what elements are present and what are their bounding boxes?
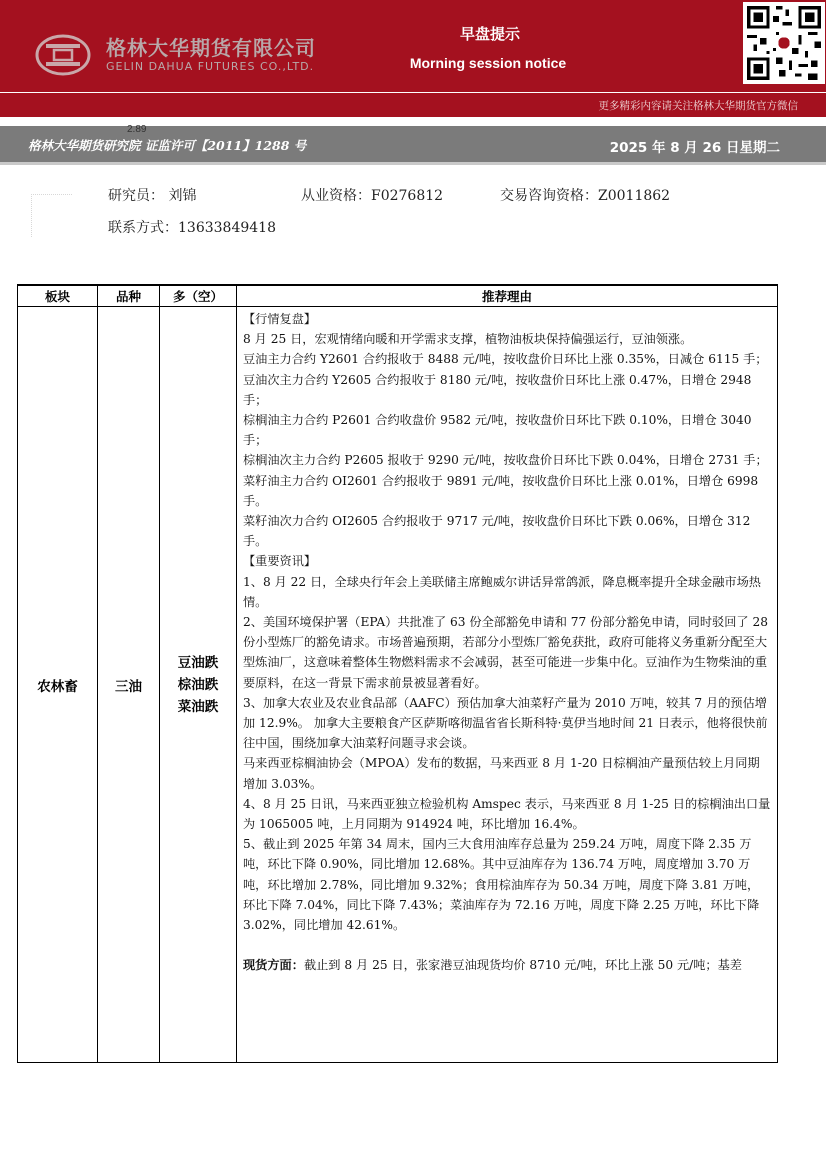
header-direction: 多（空）	[160, 285, 237, 307]
table-row	[18, 307, 778, 1063]
reason-paragraph: 棕榈油次主力合约 P2605 报收于 9290 元/吨，按收盘价日环比下跌 0.04%，日增仓 2731 手；	[243, 453, 768, 468]
reason-cell	[237, 307, 778, 1063]
spot-label: 现货方面：	[243, 958, 304, 973]
reason-paragraph: 4、8 月 25 日讯，马来西亚独立检验机构 Amspec 表示，马来西亚 8 月 1-25 日的棕榈油出口量为 1065005 吨，上月同期为 914924 吨，环比增加 16.4%。	[243, 796, 771, 832]
report-title-en: Morning session notice	[409, 55, 567, 71]
company-name-en: GELIN DAHUA FUTURES CO.,LTD.	[106, 60, 315, 73]
variety-cell: 三油	[98, 307, 160, 1063]
qualification-number: 从业资格：F0276812	[301, 188, 444, 204]
header-variety: 品种	[98, 285, 160, 307]
report-header	[0, 0, 826, 92]
reason-paragraph: 5、截止到 2025 年第 34 周末，国内三大食用油库存总量为 259.24 万吨，周度下降 2.35 万吨，环比下降 0.90%，同比增加 12.68%。其中豆油库存为 136.74 万吨，周度增加 3.70 万吨，环比增加 2.78%，同比增加 9.32%；食用棕油库存为 50.34 万吨，周度下降 3.81 万吨，环比下降 7.04%，同比下降 7.43%；菜油库存为 72.16 万吨，周度下降 2.25 万吨，环比下降 3.02%，同比增加 42.61%。	[243, 837, 760, 933]
follow-bar	[0, 92, 826, 117]
reason-paragraph: 1、8 月 22 日，全球央行年会上美联储主席鲍威尔讲话异常鸽派，降息概率提升全球金融市场热情。	[243, 574, 761, 609]
report-title-cn: 早盘提示	[459, 25, 520, 43]
header-reason: 推荐理由	[237, 285, 778, 307]
reason-paragraph: 豆油主力合约 Y2601 合约报收于 8488 元/吨，按收盘价日环比上涨 0.35%，日减仓 6115 手；	[243, 352, 768, 367]
reason-paragraph: 菜籽油次力合约 OI2605 合约报收于 9717 元/吨，按收盘价日环比下跌 0.06%，日增仓 312 手。	[243, 514, 751, 549]
reason-paragraph: 8 月 25 日，宏观情绪向暖和开学需求支撑，植物油板块保持偏强运行，豆油领涨。	[243, 332, 693, 347]
company-logo-icon	[34, 34, 92, 76]
reason-paragraph: 菜籽油主力合约 OI2601 合约报收于 9891 元/吨，按收盘价日环比上涨 0.01%，日增仓 6998 手。	[243, 473, 759, 508]
wechat-qr-code-icon	[743, 2, 825, 84]
stray-number: 2.89	[127, 124, 147, 135]
placeholder-box	[31, 194, 72, 237]
direction-palm-oil: 棕油跌	[177, 676, 219, 693]
table-header-row	[18, 285, 778, 307]
company-name-cn: 格林大华期货有限公司	[106, 36, 316, 60]
info-bar	[0, 126, 826, 165]
researcher-name: 研究员： 刘锦	[108, 188, 197, 204]
direction-cell	[160, 307, 237, 1063]
spot-paragraph	[243, 955, 771, 975]
contact-phone: 联系方式：13633849418	[108, 220, 276, 236]
reason-paragraph: 3、加拿大农业及农业食品部（AAFC）预估加拿大油菜籽产量为 2010 万吨，较其 7 月的预估增加 12.9%。 加拿大主要粮食产区萨斯喀彻温省省长斯科特·莫伊当地时间 21 日表示，他将很快前往中国，围绕加拿大油菜籽问题寻求会谈。	[243, 695, 768, 751]
advisory-number: 交易咨询资格：Z0011862	[500, 188, 671, 204]
recommendation-table	[17, 284, 778, 1063]
follow-wechat-text: 更多精彩内容请关注格林大华期货官方微信	[598, 100, 798, 112]
reason-paragraph: 豆油次主力合约 Y2605 合约报收于 8180 元/吨，按收盘价日环比上涨 0.47%，日增仓 2948 手；	[243, 372, 752, 407]
reason-paragraph: 棕榈油主力合约 P2601 合约收盘价 9582 元/吨，按收盘价日环比下跌 0.10%，日增仓 3040 手；	[243, 413, 752, 448]
report-date: 2025 年 8 月 26 日星期二	[609, 140, 780, 156]
sector-cell: 农林畜	[18, 307, 98, 1063]
direction-rapeseed-oil: 菜油跌	[177, 698, 219, 715]
key-news-heading: 【重要资讯】	[243, 554, 317, 569]
direction-soybean-oil: 豆油跌	[177, 654, 219, 671]
institute-license: 格林大华期货研究院 证监许可【2011】1288 号	[28, 138, 307, 153]
spot-text: 截止到 8 月 25 日，张家港豆油现货均价 8710 元/吨，环比上涨 50 元/吨；基差	[303, 958, 742, 973]
market-review-heading: 【行情复盘】	[243, 312, 317, 326]
header-sector: 板块	[18, 285, 98, 307]
reason-paragraph: 2、美国环境保护署（EPA）共批准了 63 份全部豁免申请和 77 份部分豁免申请，同时驳回了 28 份小型炼厂的豁免请求。市场普遍预期，若部分小型炼厂豁免获批，政府可能将义务重新分配至大型炼油厂，这意味着整体生物燃料需求不会减弱，甚至可能进一步集中化。豆油作为生物柴油的重要原料，在这一背景下需求前景被显著看好。	[243, 615, 768, 690]
reason-paragraph: 马来西亚棕榈油协会（MPOA）发布的数据，马来西亚 8 月 1-20 日棕榈油产量预估较上月同期增加 3.03%。	[243, 756, 760, 791]
